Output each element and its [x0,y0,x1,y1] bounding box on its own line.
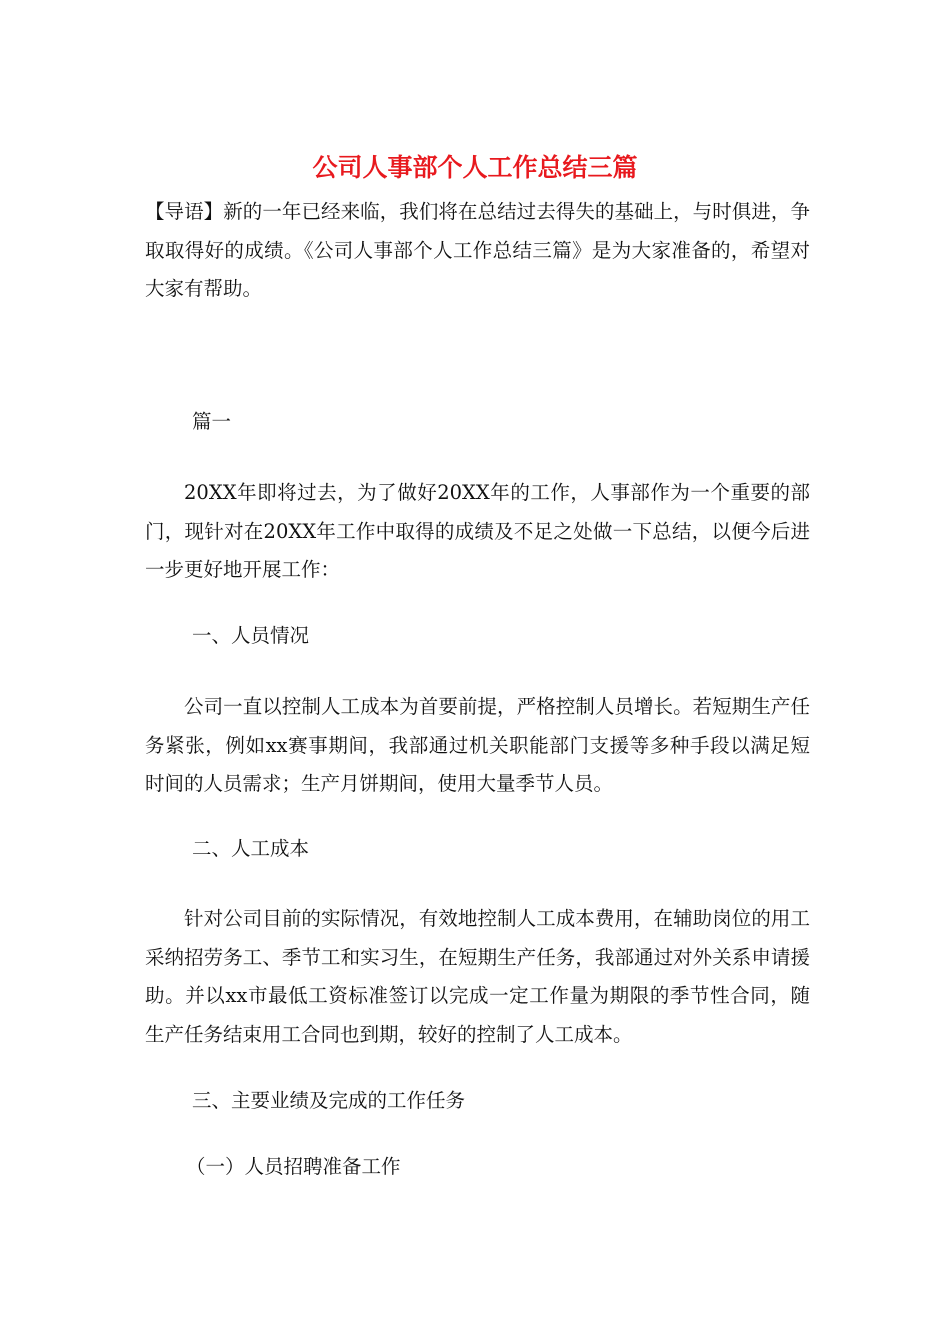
heading-labor-cost: 二、人工成本 [192,837,310,860]
paragraph-2: 公司一直以控制人工成本为首要前提，严格控制人员增长。若短期生产任务紧张，例如xx赛事期间，我部通过机关职能部门支援等多种手段以满足短时间的人员需求；生产月饼期间，使用大量季节人员。 [145,695,810,795]
intro-paragraph: 【导语】新的一年已经来临，我们将在总结过去得失的基础上，与时俱进，争取取得好的成绩。《公司人事部个人工作总结三篇》是为大家准备的，希望对大家有帮助。 [145,200,810,300]
subheading-recruitment: （一）人员招聘准备工作 [186,1155,401,1178]
paragraph-3: 针对公司目前的实际情况，有效地控制人工成本费用，在辅助岗位的用工采纳招劳务工、季节工和实习生，在短期生产任务，我部通过对外关系申请援助。并以xx市最低工资标准签订以完成一定工作量为期限的季节性合同，随生产任务结束用工合同也到期，较好的控制了人工成本。 [145,907,810,1046]
heading-personnel: 一、人员情况 [192,624,310,647]
document-title: 公司人事部个人工作总结三篇 [312,153,638,182]
paragraph-1: 20XX年即将过去，为了做好20XX年的工作，人事部作为一个重要的部门，现针对在20XX年工作中取得的成绩及不足之处做一下总结，以便今后进一步更好地开展工作： [145,481,810,581]
heading-achievements: 三、主要业绩及完成的工作任务 [192,1089,466,1112]
section-label: 篇一 [192,410,232,433]
